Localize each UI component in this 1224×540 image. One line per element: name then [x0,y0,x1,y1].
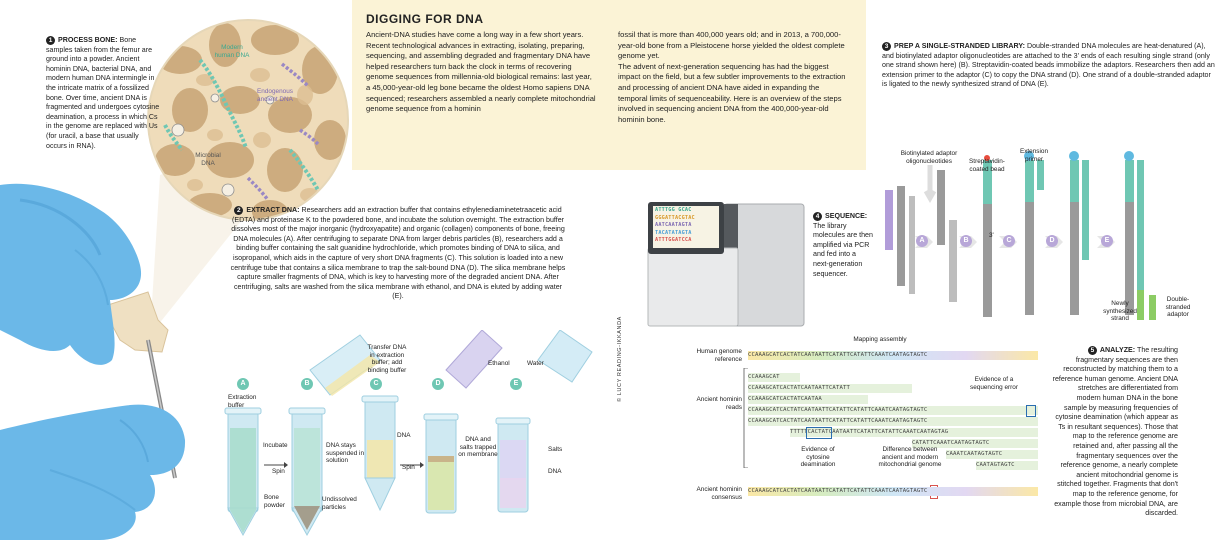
screen-line: AATCAATAGTA [655,222,692,229]
reference-label: Human genome reference [696,348,742,363]
step5-body: The resulting fragmentary sequences are then reconstructed by matching them to a reference human genome. Ancient DNA stretches are differentiated from modern human DNA in the bone sample by measuring frequencies of cytosine deamination (which appear as Ts in resultant sequences). Those that map to the reference genome are retained and, after passing all the fragmentary sequences over the reference genome, a nearly complete ancient mitochondrial genome is stitched together. Fragments that don't map to the reference genome, for example those from microbial DNA, are discarded. [1052,346,1178,518]
screen-line: GGGATTACGTAC [655,214,695,221]
extraction-buffer-label: Extraction buffer [228,394,257,409]
ethanol-label: Ethanol [488,360,510,367]
step1-title: PROCESS BONE: [58,36,118,44]
step5-number: 5 [1088,346,1097,355]
step4-body: The library molecules are then amplified via PCR and fed into a next-generation sequencer. [813,221,873,278]
step2-letter-e: E [510,378,522,390]
dna-label-e: DNA [548,468,562,475]
screen-line: ATTTGGATCCA [655,237,692,244]
step2-number: 2 [234,206,243,215]
read-row: CATATTCAAATCAATAGTAGTC [912,439,1038,448]
tube-d [424,414,458,513]
step3-text [882,42,1216,90]
difference-label: Difference between ancient and modern mitochondrial genome [878,446,942,469]
consensus-sequence: CCAAAGCATCACTATCAATAATTCATATTCATATTCAAATCAATAGTAGTC [748,487,1038,496]
transfer-label: Transfer DNA in extraction buffer; add binding buffer [367,344,407,374]
sequencer-screen [655,207,719,245]
read-row: CCAAAGCATCACTATCAATAATTCATATTCATATTCAAATCAATAGTAGTC [748,406,1038,415]
step4-title: SEQUENCE: [825,212,868,220]
tube-e [446,330,592,512]
step1-number: 1 [46,36,55,45]
water-label: Water [527,360,544,367]
seq-error-label: Evidence of a sequencing error [970,376,1018,391]
dna-label-c: DNA [397,432,411,439]
three-prime-label: 3' [989,232,994,239]
step2-letter-a: A [237,378,249,390]
step1-body: Bone samples taken from the femur are ground into a powder. Ancient hominin DNA, bacterial DNA, and modern human DNA intermingle in the intricate matrix of a fossilized bone. Over time, ancient DNA is fragmented and undergoes cytosine deamination, a process in which Cs in the genome are replaced with Us (for uracil, a base that usually occurs in RNA). [46,36,160,150]
intro-col1: Ancient-DNA studies have come a long way in a few short years. Recent technological advances in extracting, isolating, preparing, sequencing, and assembling degraded and fragmentary DNA have helped researchers turn back the clock in terms of recovering genome sequences from millennia-old biological remains: last year, a 45,000-year-old leg bone became the oldest Homo sapiens DNA sequenced; researchers assembled a nearly complete mitochondrial genome sequence from a hominin [366,30,596,114]
intro-col2 [618,30,850,125]
step4-number: 4 [813,212,822,221]
dna-salts-label: DNA and salts trapped on membrane [458,436,498,459]
read-row: CAATAGTAGTC [976,461,1038,470]
read-row: CCAAAGCATCACTATCAATAATTCATATTCATATTCAAATCAATAGTAGTC [748,417,1038,426]
consensus-label: Ancient hominin consensus [696,486,742,501]
tube-b [289,408,325,535]
modern-dna-label: Modern human DNA [214,44,250,59]
screen-line: ATTTGG GCAC [655,207,692,213]
step3-letter-e: E [1101,235,1113,247]
intro-col2-para2: The advent of next-generation sequencing has had the biggest impact on the field, but a few subtler improvements to the extraction and processing of ancient DNA have aided in expanding the temporal limits of sequenceability. Here is an overview of the steps involved in sequencing ancient DNA from the 400,000-year-old hominin bone. [618,61,846,124]
step3-letter-a: A [916,235,928,247]
tube-a [225,408,261,535]
biotinylated-label: Biotinylated adaptor oligonucleotides [900,150,958,165]
spin-label-1: Spin [272,468,285,475]
step2-letter-d: D [432,378,444,390]
screen-line: TACATATAGTA [655,229,692,236]
newly-synthesized-label: Newly synthesized strand [1103,300,1137,323]
read-row: CCAAAGCATCACTATCAATAA [748,395,868,404]
step2-body: Researchers add an extraction buffer that contains ethylenediaminetetraacetic acid (EDTA) and proteinase K to the powdered bone, and incubate the solution overnight. The extraction buffer dissolves most of the major inorganic (hydroxyapatite) and organic (collagen) components of bone, freeing DNA molecules (A). After centrifuging to separate DNA from larger debris particles (B), researchers add a binding buffer containing the salt guanidine hydrochloride, which promotes binding of DNA to silica, and isopropanol, which aids in the capture of very short DNA fragments (C). This solution is loaded into a new centrifuge tube that contains a silica membrane to trap the salt-bound DNA (D). The silica membrane helps capture smaller fragments of DNA, which is key to harvesting more of the degraded ancient DNA. After centrifuging, salts are washed from the silica membrane with ethanol, and DNA is eluted by adding water (E). [230,206,566,301]
step5-title: ANALYZE: [1099,346,1136,354]
step2-letter-c: C [370,378,382,390]
step3-letter-b: B [960,235,972,247]
step3-body: Double-stranded DNA molecules are heat-denatured (A), and biotinylated adaptor oligonucleotides are attached to the 3' ends of each resulting single strand (only one strand shown here) (B). Streptavidin-coated beads immobilize the adaptors. Researchers then add an extension primer to the adaptor (C) to copy the DNA strand (D). One strand of a double-stranded adaptor is ligated to the newly synthesized strand of DNA (E). [882,42,1215,89]
reads-label: Ancient hominin reads [696,396,742,411]
step4-text [813,212,873,279]
deamination-label: Evidence of cytosine deamination [800,446,836,469]
step2-text [228,206,568,302]
read-row: CAAATCAATAGTAGTC [946,450,1038,459]
endogenous-dna-label: Endogenous ancient DNA [257,88,293,103]
step3-letter-c: C [1003,235,1015,247]
intro-box [352,0,866,170]
undissolved-label: Undissolved particles [322,496,357,511]
intro-col2-para1: fossil that is more than 400,000 years old; and in 2013, a 700,000-year-old bone from a Pleistocene horse yielded the oldest complete genome yet. [618,30,845,61]
dna-stays-label: DNA stays suspended in solution [326,442,365,465]
step1-text [46,36,160,151]
spin-label-2: Spin [402,464,415,471]
salts-label: Salts [548,446,563,453]
double-adaptor-label: Double-stranded adaptor [1165,296,1191,319]
step3-number: 3 [882,42,891,51]
read-row: TTTTTCACTATCAATAATTCATATTCATATTCAAATCAATAGTAG [790,428,1038,437]
step3-letter-d: D [1046,235,1058,247]
reference-sequence: CCAAAGCATCACTATCAATAATTCATATTCATATTCAAATCAATAGTAGTC [748,351,1038,360]
microbial-dna-label: Microbial DNA [195,152,221,167]
illustration-credit: © LUCY READING-IKKANDA [617,316,623,402]
read-row: CCAAAGCAT [748,373,800,382]
mapping-title: Mapping assembly [853,336,907,343]
extension-primer-label: Extension primer [1019,148,1049,163]
sequencing-error-highlight [1026,405,1036,417]
incubate-label: Incubate [263,442,288,449]
intro-title: DIGGING FOR DNA [366,12,484,26]
step2-title: EXTRACT DNA: [246,206,300,214]
step2-letter-b: B [301,378,313,390]
read-row: CCAAAGCATCACTATCAATAATTCATATT [748,384,912,393]
streptavidin-label: Streptavidin-coated bead [969,158,1005,173]
deamination-highlight [806,427,832,439]
bone-powder-label: Bone powder [264,494,285,509]
step5-text [1052,346,1178,519]
step3-title: PREP A SINGLE-STRANDED LIBRARY: [894,42,1025,50]
